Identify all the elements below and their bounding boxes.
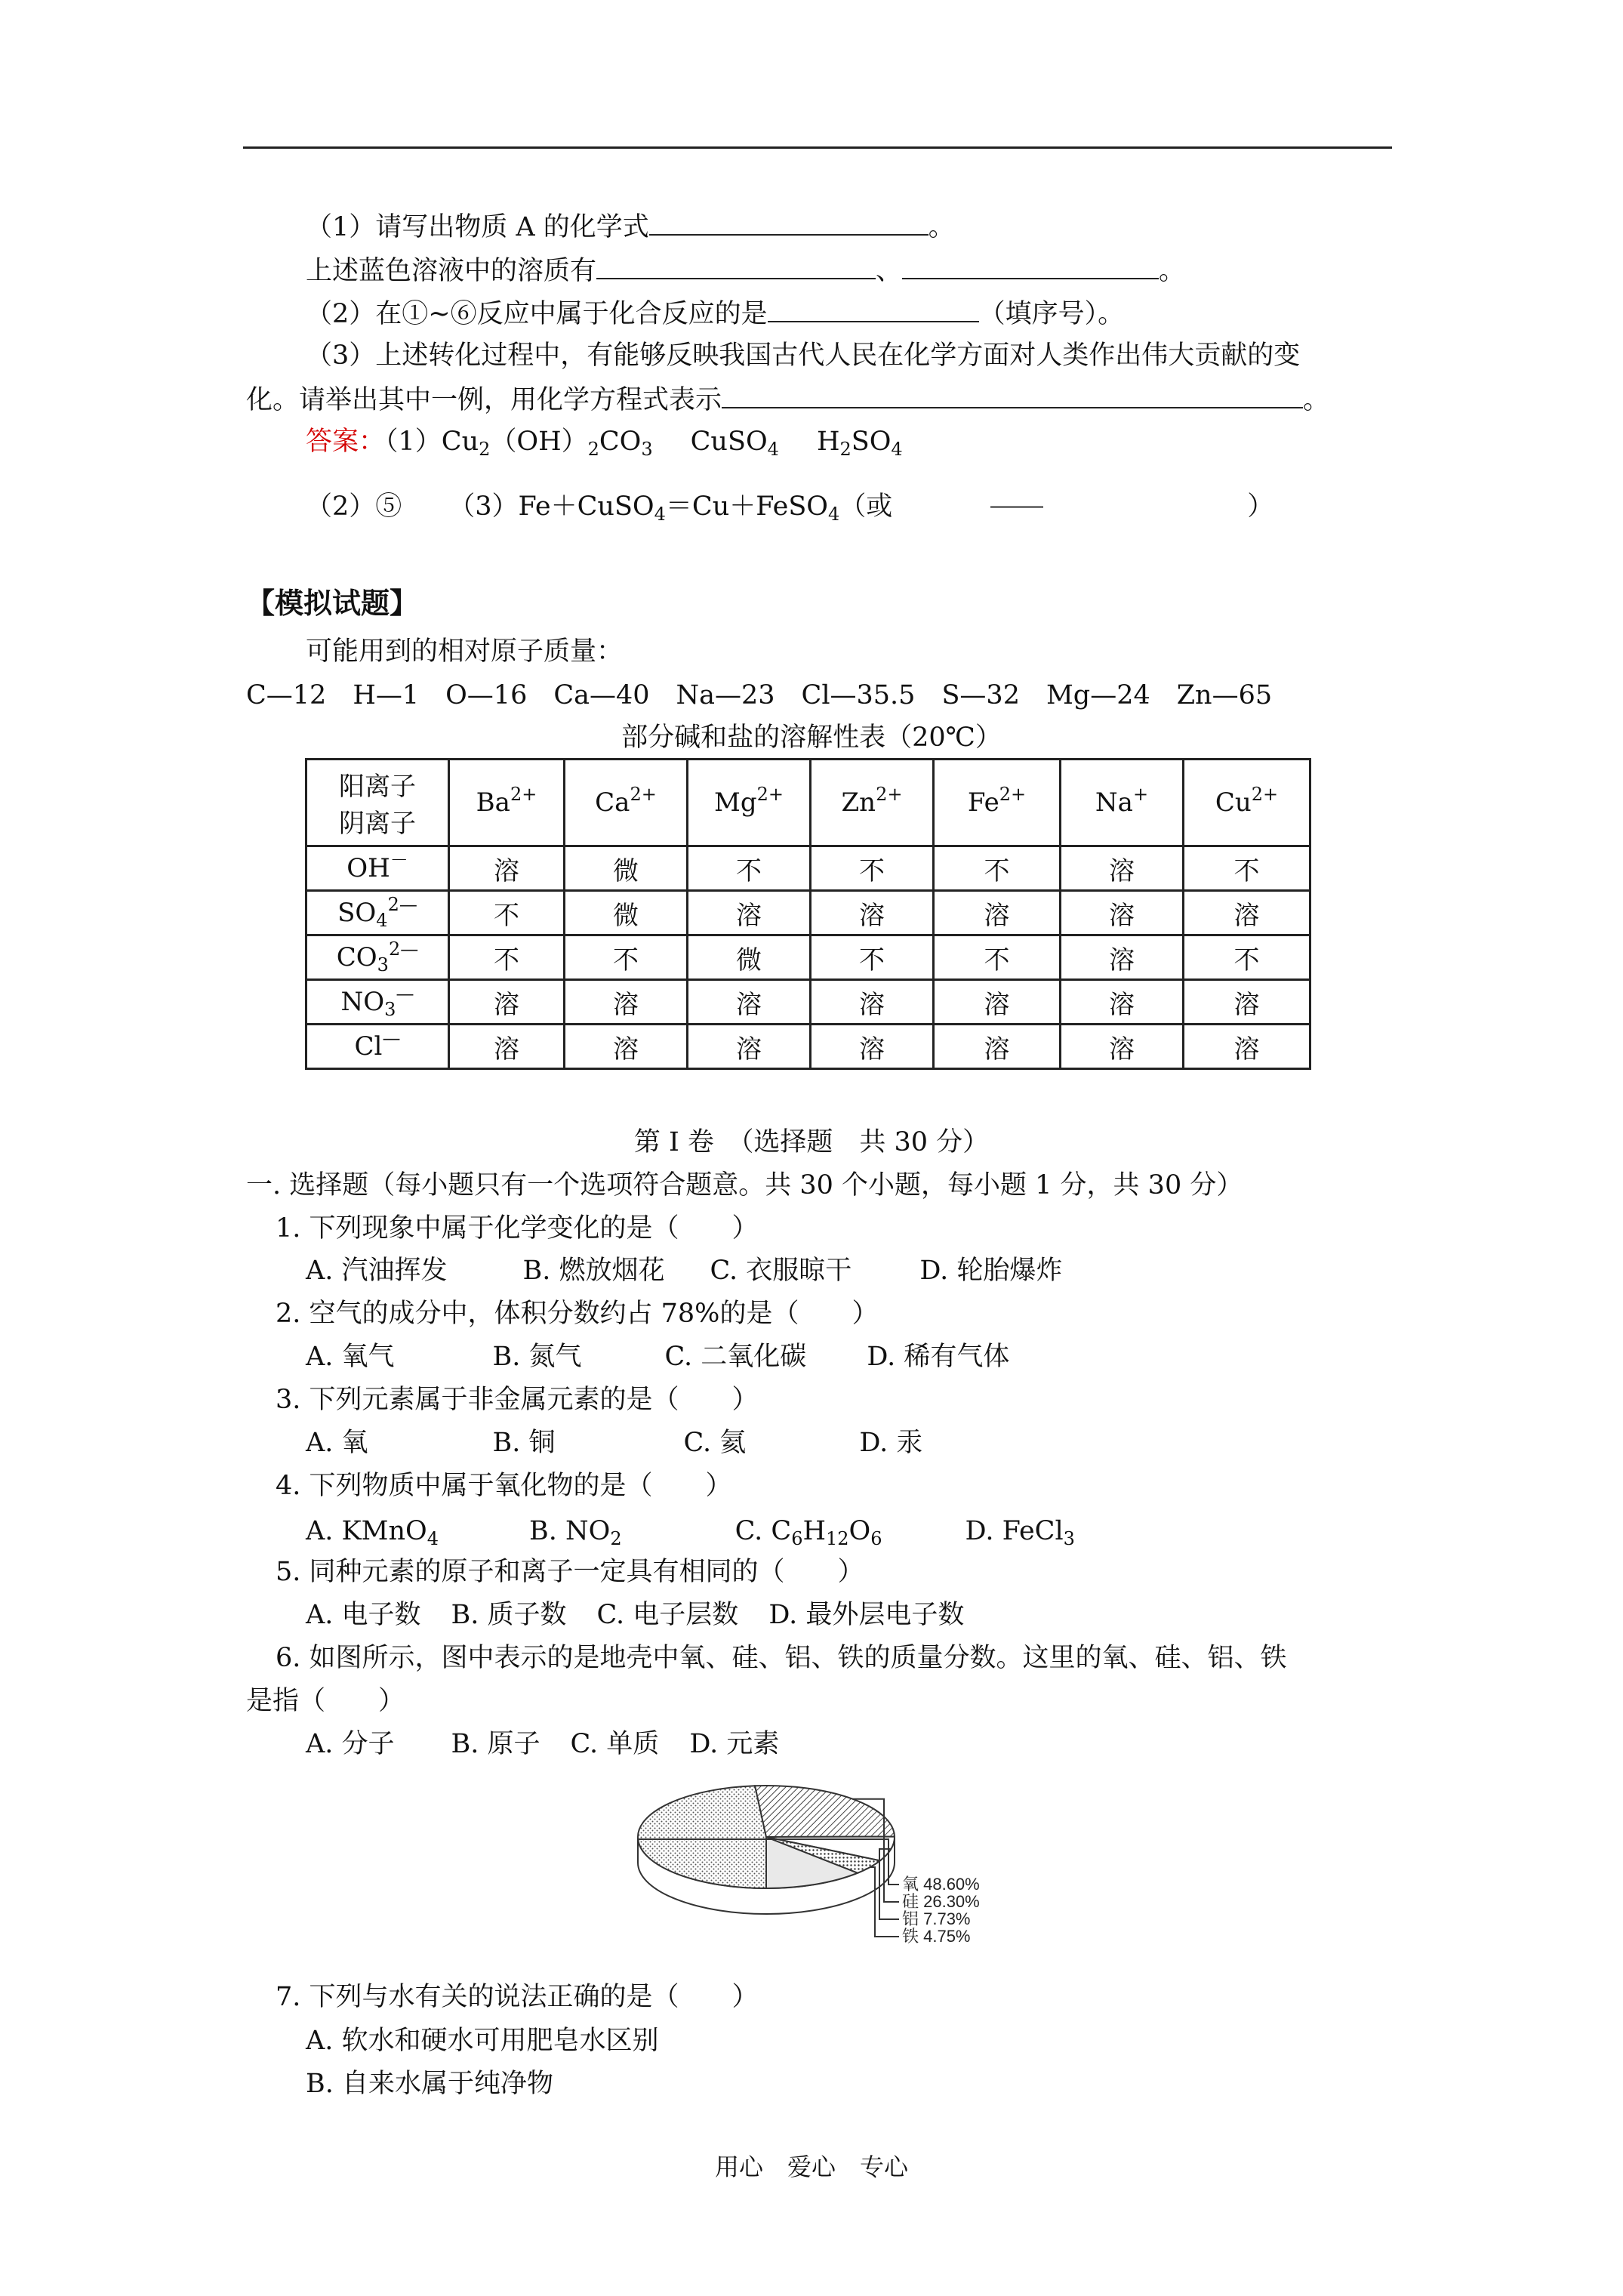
answer-line: 答案：$(1)Cu_2(OH)_2CO_3$ CuSO$_4$ $H_2SO_4$	[306, 427, 903, 460]
anion-cell: $CO_3^{2—}$	[306, 935, 449, 980]
part-instructions: 一. 选择题（每小题只有一个选项符合题意。共 30 个小题，每小题 1 分，共 30 分）	[246, 1170, 1243, 1200]
q-history-line2: 化。请举出其中一例，用化学方程式表示 。	[246, 381, 1329, 418]
pie-label: 氧 48.60%	[902, 1875, 980, 1894]
cation-header: $Ba^{2+}$	[449, 760, 565, 846]
anion-cell: $SO_4^{2—}$	[306, 891, 449, 935]
q-solute-line: 上述蓝色溶液中的溶质有 、 。	[306, 252, 1185, 288]
header-rule	[243, 146, 1392, 149]
table-row: $SO_4^{2—}$ 不 微 溶 溶 溶 溶 溶	[306, 891, 1310, 935]
question-3: 3. 下列元素属于非金属元素的是（ ）	[276, 1385, 759, 1415]
pie-label: 硅 26.30%	[902, 1892, 980, 1911]
table-row: $CO_3^{2—}$ 不 不 微 不 不 溶 不	[306, 935, 1310, 980]
question-5-options: A. 电子数 B. 质子数 C. 电子层数 D. 最外层电子数	[306, 1600, 965, 1630]
table-title: 部分碱和盐的溶解性表（20℃）	[621, 723, 1002, 753]
question-7-option-b: B. 自来水属于纯净物	[306, 2069, 553, 2099]
question-1: 1. 下列现象中属于化学变化的是（ ）	[276, 1213, 759, 1244]
cation-header: $Ca^{2+}$	[565, 760, 688, 846]
anion-cell: $NO_3^—$	[306, 980, 449, 1025]
cation-header: $Zn^{2+}$	[811, 760, 934, 846]
part-heading: 第 I 卷 （选择题 共 30 分）	[633, 1127, 990, 1157]
question-6-line1: 6. 如图所示，图中表示的是地壳中氧、硅、铝、铁的质量分数。这里的氧、硅、铝、铁	[276, 1643, 1287, 1673]
pie-slice-硅	[755, 1786, 895, 1837]
cation-header: Na+	[1061, 760, 1184, 846]
question-1-options: A. 汽油挥发 B. 燃放烟花 C. 衣服晾干 D. 轮胎爆炸	[306, 1256, 1063, 1286]
footer: 用心 爱心 专心	[714, 2153, 908, 2181]
q-formula-line: （1）请写出物质 A 的化学式 。	[306, 208, 955, 245]
atomic-list: C—12 H—1 O—16 Ca—40 Na—23 Cl—35.5 S—32 Mg—24 Zn—65	[246, 680, 1273, 710]
cation-header: $Cu^{2+}$	[1184, 760, 1310, 846]
solubility-table	[305, 758, 1311, 1070]
cation-header: $Mg^{2+}$	[688, 760, 811, 846]
question-2-options: A. 氧气 B. 氮气 C. 二氧化碳 D. 稀有气体	[306, 1342, 1010, 1372]
pie-chart-svg	[627, 1773, 1019, 1969]
question-3-options: A. 氧 B. 铜 C. 氦 D. 汞	[306, 1428, 923, 1458]
question-2: 2. 空气的成分中，体积分数约占 78%的是（ ）	[276, 1299, 879, 1329]
table-row: Cl— 溶 溶 溶 溶 溶 溶 溶	[306, 1025, 1310, 1069]
question-6-options: A. 分子 B. 原子 C. 单质 D. 元素	[306, 1729, 780, 1759]
q-combination-line: （2）在①~⑥反应中属于化合反应的是 （填序号）。	[306, 295, 1124, 331]
table-row: $NO_3^—$ 溶 溶 溶 溶 溶 溶 溶	[306, 980, 1310, 1025]
table-row: OH－ 溶 微 不 不 不 溶 不	[306, 846, 1310, 891]
corner-cell: 阳离子 阴离子	[306, 760, 449, 846]
answer-label: 答案：	[306, 427, 386, 457]
pie-label: 铝 7.73%	[902, 1909, 971, 1928]
atomic-intro: 可能用到的相对原子质量：	[306, 636, 624, 667]
question-4: 4. 下列物质中属于氧化物的是（ ）	[276, 1471, 732, 1501]
anion-cell: OH－	[306, 846, 449, 891]
answer-line-2: （2）⑤ （3）Fe＋CuSO$_4$＝Cu＋FeSO$_4$（或 ）	[306, 492, 1274, 525]
q-history-line1: （3）上述转化过程中，有能够反映我国古代人民在化学方面对人类作出伟大贡献的变	[306, 341, 1301, 371]
anion-cell: Cl—	[306, 1025, 449, 1069]
cation-header: $Fe^{2+}$	[934, 760, 1061, 846]
section-title: 【模拟试题】	[246, 586, 419, 620]
crust-composition-chart	[627, 1773, 1019, 1969]
question-5: 5. 同种元素的原子和离子一定具有相同的（ ）	[276, 1557, 864, 1587]
question-6-line2: 是指（ ）	[246, 1686, 405, 1716]
pie-label: 铁 4.75%	[902, 1927, 971, 1946]
question-7-option-a: A. 软水和硬水可用肥皂水区别	[306, 2026, 659, 2056]
equals-mark	[990, 506, 1043, 510]
question-7: 7. 下列与水有关的说法正确的是（ ）	[276, 1982, 759, 2012]
question-4-options: A. KMnO$_4$ B. $NO_2$ C. $C_6H_{12}O_6$ D. FeCl$_3$	[306, 1516, 1075, 1549]
